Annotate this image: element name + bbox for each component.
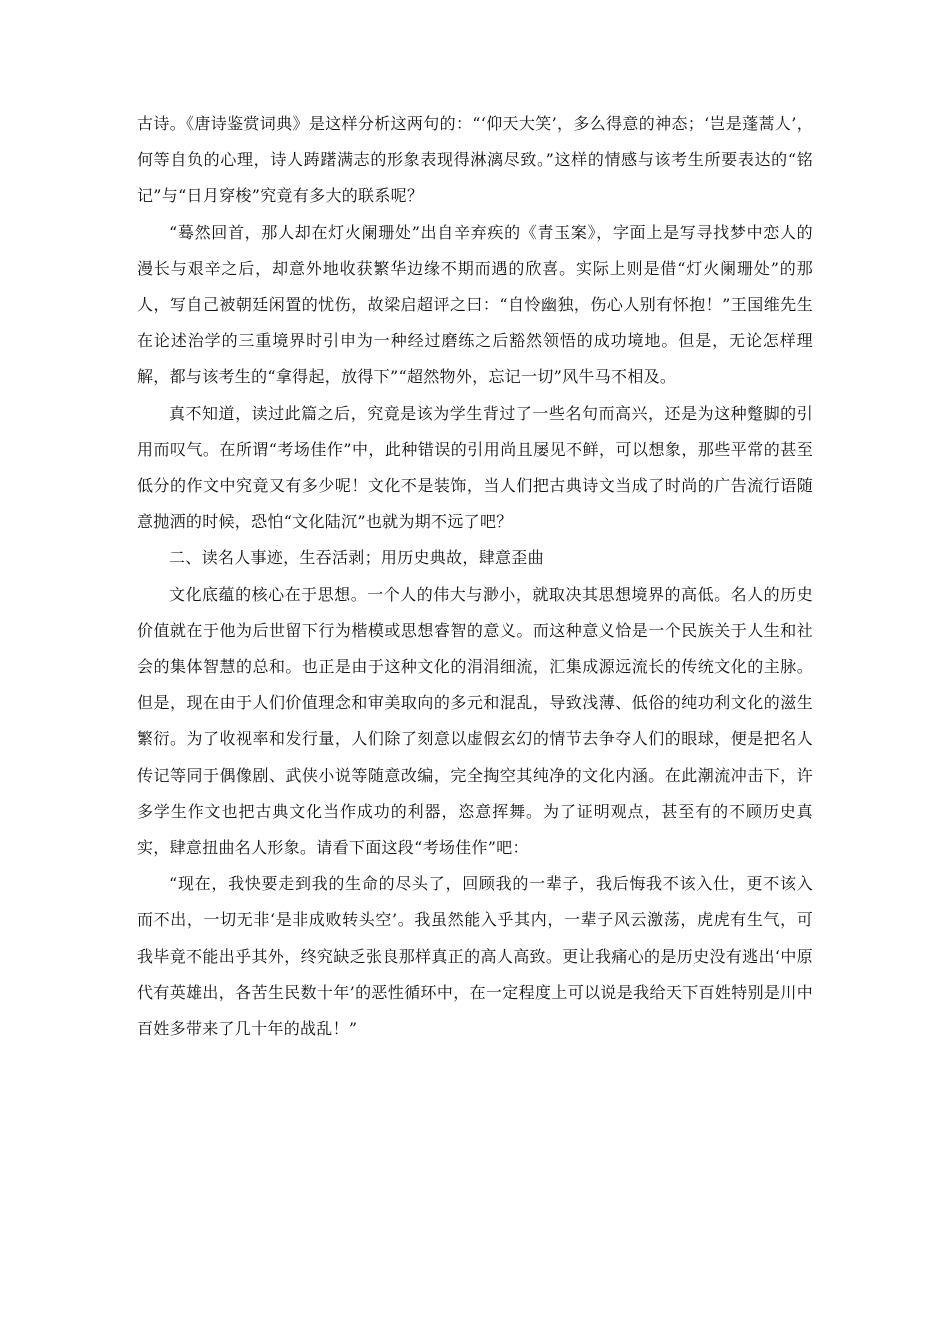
paragraph-3: 真不知道，读过此篇之后，究竟是该为学生背过了一些名句而高兴，还是为这种蹩脚的引用而叹气。在所谓“考场佳作”中，此种错误的引用尚且屡见不鲜，可以想象，那些平常的甚至低分的作文中究竟又有多少呢！文化不是装饰，当人们把古典诗文当成了时尚的广告流行语随意抛洒的时候，恐怕“文化陆沉”也就为期不远了吧？ xyxy=(137,403,813,532)
section-heading: 二、读名人事迹，生吞活剥；用历史典故，肆意歪曲 xyxy=(169,548,544,568)
document-page xyxy=(137,106,813,1047)
paragraph-4: 文化底蕴的核心在于思想。一个人的伟大与渺小，就取决其思想境界的高低。名人的历史价值就在于他为后世留下行为楷模或思想睿智的意义。而这种意义恰是一个民族关于人生和社会的集体智慧的总和。也正是由于这种文化的涓涓细流，汇集成源远流长的传统文化的主脉。但是，现在由于人们价值理念和审美取向的多元和混乱，导致浅薄、低俗的纯功利文化的滋生繁衍。为了收视率和发行量，人们除了刻意以虚假玄幻的情节去争夺人们的眼球，便是把名人传记等同于偶像剧、武侠小说等随意改编，完全掏空其纯净的文化内涵。在此潮流冲击下，许多学生作文也把古典文化当作成功的利器，恣意挥舞。为了证明观点，甚至有的不顾历史真实，肆意扭曲名人形象。请看下面这段“考场佳作”吧： xyxy=(137,584,813,858)
paragraph-1: 古诗。《唐诗鉴赏词典》是这样分析这两句的：“‘仰天大笑’，多么得意的神态；‘岂是蓬蒿人’，何等自负的心理，诗人踌躇满志的形象表现得淋漓尽致。”这样的情感与该考生所要表达的“铭记”与“日月穿梭”究竟有多大的联系呢？ xyxy=(137,114,813,206)
quoted-passage: “现在，我快要走到我的生命的尽头了，回顾我的一辈子，我后悔我不该入仕，更不该入而不出，一切无非‘是非成败转头空’。我虽然能入乎其内，一辈子风云激荡，虎虎有生气，可我毕竟不能出乎其外，终究缺乏张良那样真正的高人高致。更让我痛心的是历史没有逃出‘中原代有英雄出，各苦生民数十年’的恶性循环中，在一定程度上可以说是我给天下百姓特别是川中百姓多带来了几十年的战乱！” xyxy=(137,874,813,1039)
paragraph-2: “蓦然回首，那人却在灯火阑珊处”出自辛弃疾的《青玉案》，字面上是写寻找梦中恋人的漫长与艰辛之后，却意外地收获繁华边缘不期而遇的欣喜。实际上则是借“灯火阑珊处”的那人，写自己被朝廷闲置的忧伤，故梁启超评之曰：“自怜幽独，伤心人别有怀抱！”王国维先生在论述治学的三重境界时引申为一种经过磨练之后豁然领悟的成功境地。但是，无论怎样理解，都与该考生的“拿得起，放得下”“超然物外，忘记一切”风牛马不相及。 xyxy=(137,222,813,387)
